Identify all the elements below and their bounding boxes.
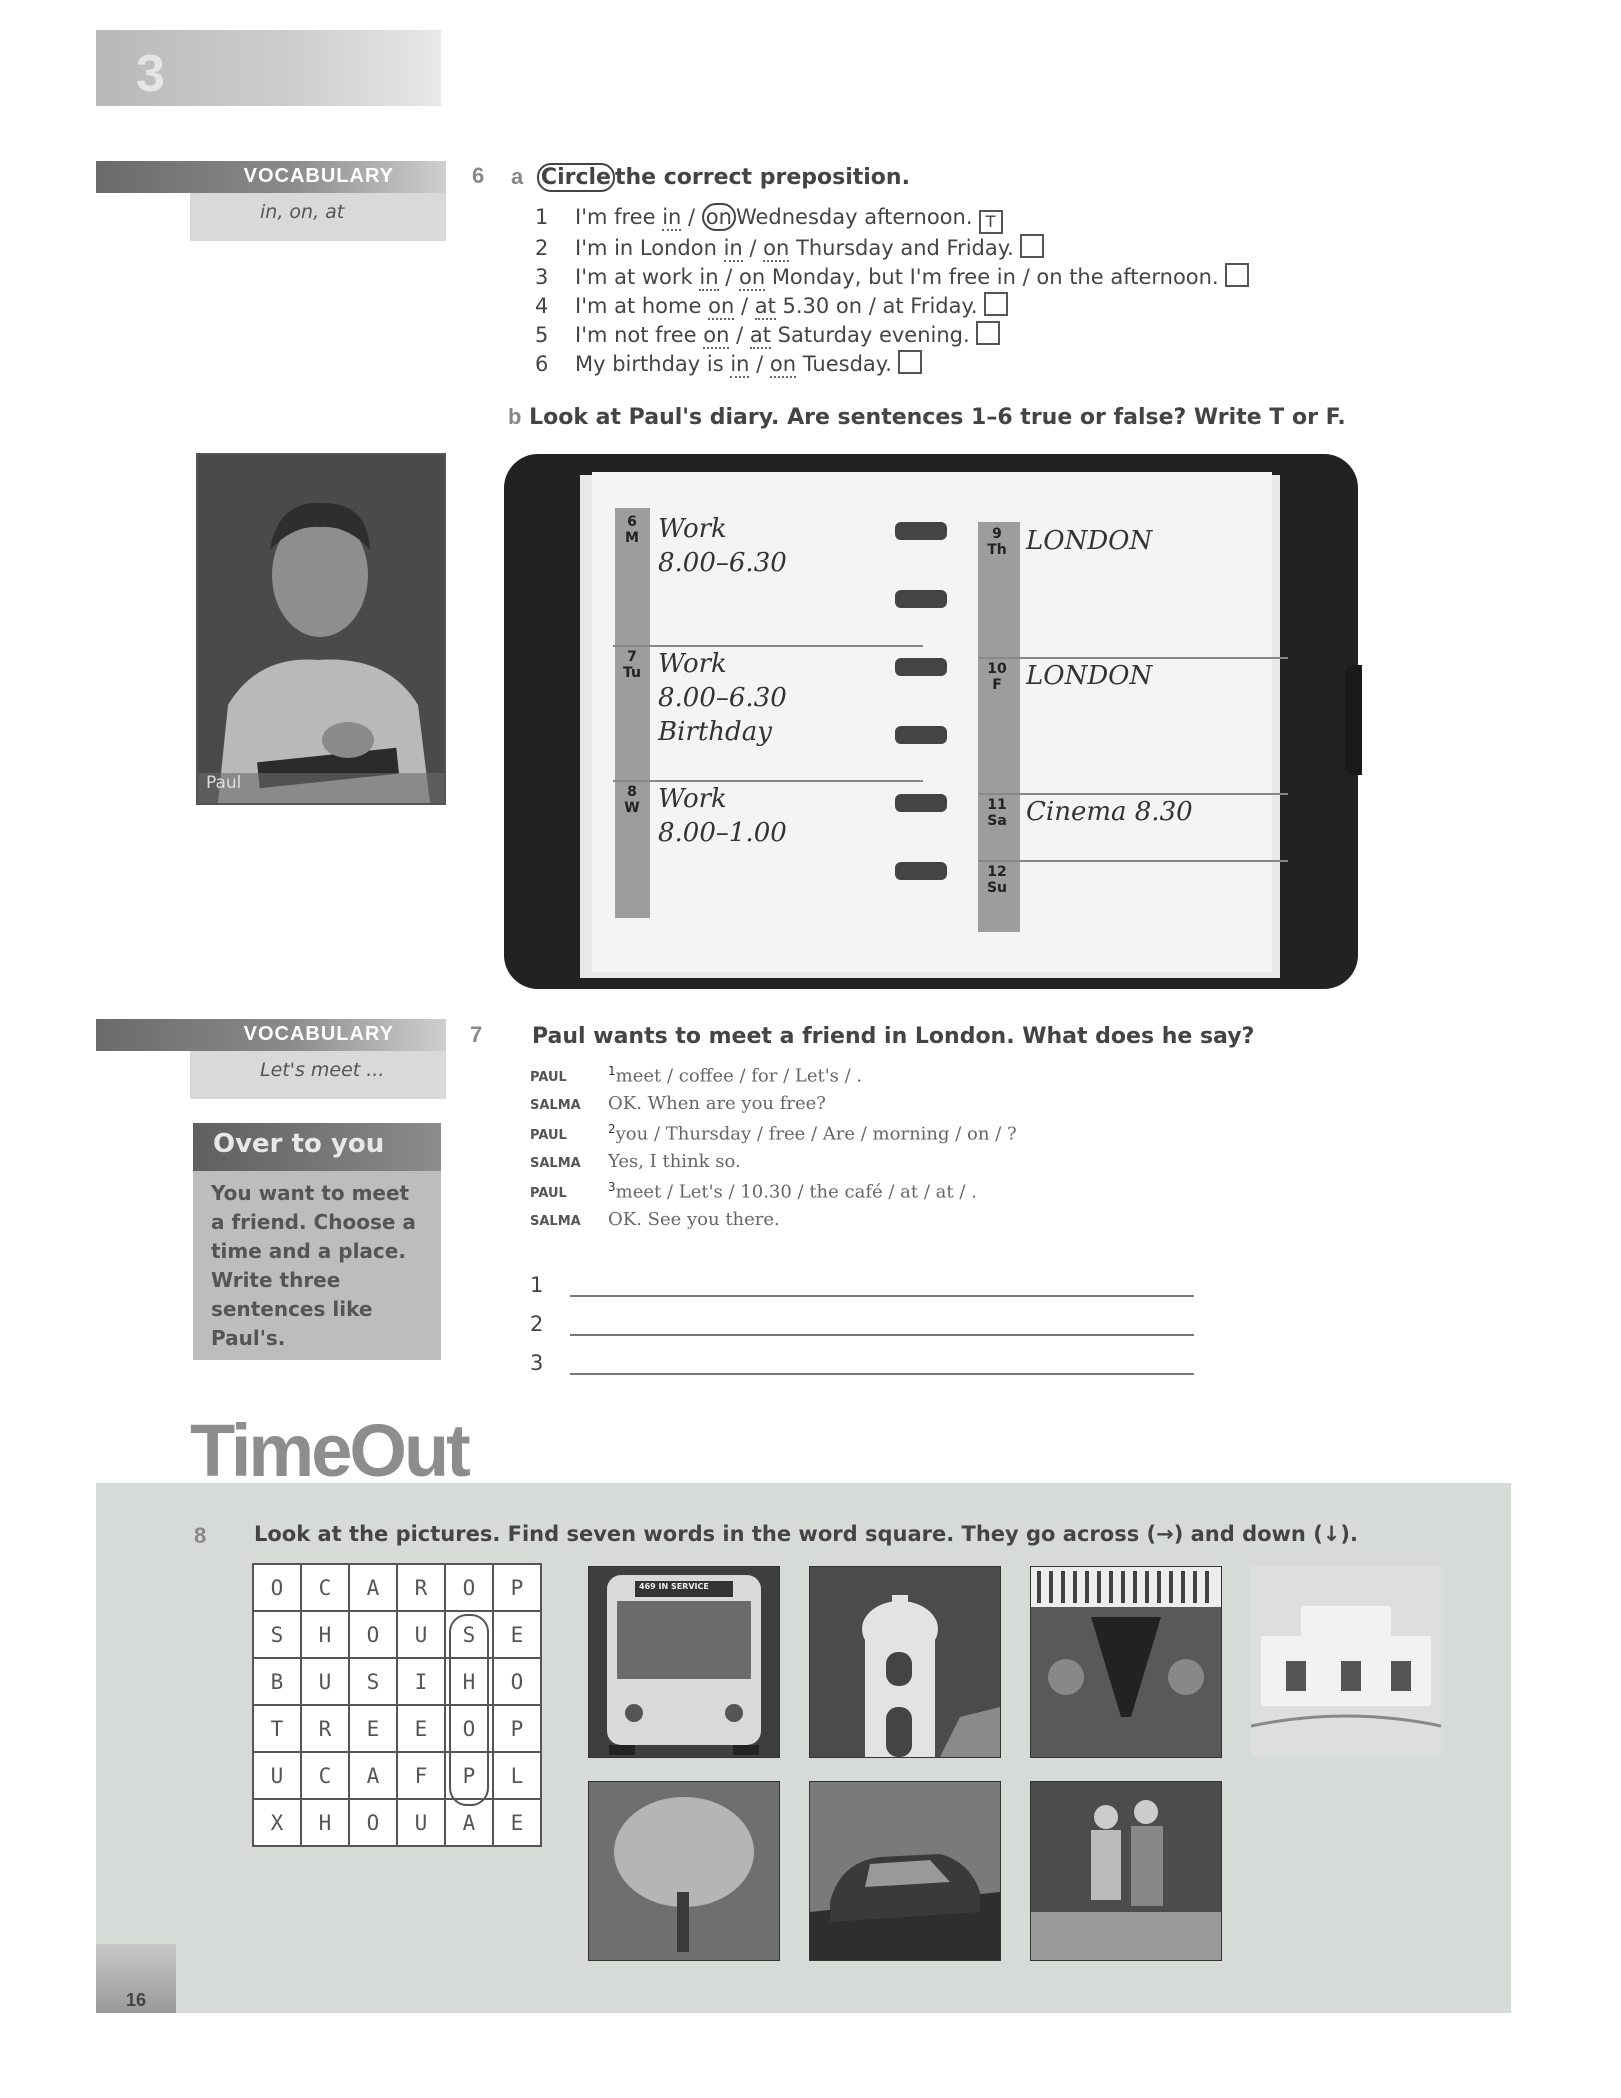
over-to-you-line: sentences like (211, 1297, 373, 1321)
answer-line-number: 3 (530, 1351, 544, 1375)
couple-illustration (1031, 1782, 1221, 1960)
word-square-cell: A (349, 1752, 397, 1799)
diary-day-name: Tu (623, 665, 641, 681)
word-square-cell: L (493, 1752, 541, 1799)
diary-entry-line: Work (658, 514, 727, 544)
diary-day-right (978, 657, 1288, 795)
word-square-row (253, 1705, 541, 1752)
option-1: on (708, 294, 735, 318)
item-number: 3 (535, 265, 549, 289)
tree-illustration (589, 1782, 779, 1960)
option-separator: / (742, 236, 764, 260)
answer-line-number: 1 (530, 1273, 544, 1297)
word-square-cell: U (397, 1799, 445, 1846)
paul-photo (196, 453, 446, 805)
exercise-6a-item (535, 350, 1249, 379)
vocabulary-subheading-2 (190, 1051, 446, 1099)
dialogue-line (530, 1093, 1017, 1122)
option-separator: / (729, 323, 750, 347)
diary-entry-line: LONDON (1026, 661, 1153, 691)
word-square-cell: E (349, 1705, 397, 1752)
answer-box[interactable] (984, 292, 1008, 316)
option-2: at (749, 323, 771, 347)
answer-box[interactable] (976, 321, 1000, 345)
word-square-cell: U (397, 1611, 445, 1658)
dialogue-text: meet / coffee / for / Let's / . (615, 1065, 863, 1087)
exercise-8-instruction: Look at the pictures. Find seven words in the word square. They go across (→) and down (↓). (254, 1522, 1358, 1546)
diary-day-name: Th (987, 542, 1007, 558)
diary-day-left (613, 780, 923, 920)
item-text-before: I'm at work (575, 265, 700, 289)
answer-line[interactable] (570, 1334, 1194, 1336)
over-to-you-heading: Over to you (193, 1123, 441, 1171)
diary-day-number: 7 (627, 649, 637, 665)
prompt-number: 1 (608, 1064, 616, 1078)
item-text-before: I'm at home (575, 294, 709, 318)
word-square-cell: S (445, 1611, 493, 1658)
diary-day-left (613, 645, 923, 782)
speaker-name: PAUL (530, 1070, 567, 1086)
cafe-illustration (1031, 1567, 1221, 1757)
answer-box[interactable] (1225, 263, 1249, 287)
dialogue-text: OK. When are you free? (608, 1093, 826, 1114)
exercise-6b-instruction-text: Look at Paul's diary. Are sentences 1–6 true or false? Write T or F. (529, 405, 1346, 430)
diary-day-right (978, 522, 1288, 659)
diary-entry-line: Work (658, 784, 727, 814)
diary-day-right (978, 860, 1288, 930)
diary-entry-line: 8.00–6.30 (658, 683, 787, 713)
over-to-you-line: a friend. Choose a (211, 1210, 416, 1234)
diary-day-number: 10 (987, 661, 1007, 677)
church-picture (809, 1566, 1001, 1758)
dialogue-line (530, 1180, 1017, 1209)
paul-illustration (198, 455, 444, 803)
dialogue-text: meet / Let's / 10.30 / the café / at / at / . (615, 1181, 977, 1203)
exercise-6a-letter: a (511, 164, 524, 189)
page-number: 16 (126, 1990, 147, 2010)
diary-entry-line: Cinema 8.30 (1026, 797, 1193, 827)
option-1: in (662, 205, 682, 229)
option-separator: / (734, 294, 755, 318)
item-text-before: I'm free (575, 205, 663, 229)
word-square-row (253, 1799, 541, 1846)
word-square-cell: R (301, 1705, 349, 1752)
item-text-after: Wednesday afternoon. (735, 205, 973, 229)
word-square-cell: C (301, 1564, 349, 1611)
exercise-6-number: 6 (472, 163, 485, 188)
couple-picture (1030, 1781, 1222, 1961)
photo-caption: Paul (206, 773, 242, 793)
prompt-number: 3 (608, 1180, 616, 1194)
bus-destination-sign: 469 IN SERVICE (639, 1582, 709, 1591)
item-number: 5 (535, 323, 549, 347)
option-2: on (769, 352, 797, 376)
word-square-cell: P (445, 1752, 493, 1799)
page-number-tab (96, 1944, 176, 2013)
exercise-6a-item (535, 321, 1249, 350)
item-text-after: Saturday evening. (770, 323, 970, 347)
exercise-6b-letter: b (508, 404, 522, 429)
house-illustration (1251, 1566, 1441, 1756)
speaker-name: SALMA (530, 1214, 581, 1229)
answer-box[interactable] (1020, 234, 1044, 258)
option-separator: / (749, 352, 770, 376)
word-square-cell: H (445, 1658, 493, 1705)
exercise-7-number: 7 (470, 1022, 483, 1047)
car-picture (809, 1781, 1001, 1961)
speaker-name: PAUL (530, 1186, 567, 1202)
word-square-row (253, 1658, 541, 1705)
item-text-after: Tuesday. (796, 352, 892, 376)
diary-day-name: Su (986, 880, 1008, 896)
dialogue-line (530, 1064, 1017, 1093)
item-text-after: 5.30 on / at Friday. (775, 294, 978, 318)
diary-day-number: 6 (627, 514, 637, 530)
word-square-cell: A (349, 1564, 397, 1611)
diary-day-name: Sa (987, 813, 1007, 829)
answer-line[interactable] (570, 1373, 1194, 1375)
word-square-cell: A (445, 1799, 493, 1846)
word-square (252, 1563, 542, 1847)
item-number: 2 (535, 236, 549, 260)
exercise-6a-item (535, 263, 1249, 292)
diary-day-left (613, 510, 923, 647)
word-square-cell: C (301, 1752, 349, 1799)
answer-line-row (530, 1258, 1194, 1297)
option-2: on (763, 236, 790, 260)
prompt-number: 2 (608, 1122, 616, 1136)
option-1: in (699, 265, 719, 289)
item-text-after: Thursday and Friday. (789, 236, 1014, 260)
tree-picture (588, 1781, 780, 1961)
word-square-cell: O (493, 1658, 541, 1705)
vocabulary-heading-2 (96, 1019, 446, 1051)
word-square-cell: O (349, 1611, 397, 1658)
word-square-cell: O (253, 1564, 301, 1611)
dialogue-line (530, 1122, 1017, 1151)
item-text-before: I'm not free (575, 323, 704, 347)
word-square-cell: O (445, 1564, 493, 1611)
word-square-cell: H (301, 1611, 349, 1658)
word-square-cell: E (397, 1705, 445, 1752)
diary-entry-line: Work (658, 649, 727, 679)
exercise-6a-instruction (511, 164, 910, 190)
diary-entry-line: LONDON (1026, 526, 1153, 556)
word-square-row (253, 1564, 541, 1611)
option-1: on (703, 323, 730, 347)
diary-day-number: 8 (627, 784, 637, 800)
answer-box[interactable]: T (979, 210, 1003, 234)
word-square-cell: I (397, 1658, 445, 1705)
diary-entry-line: 8.00–6.30 (658, 548, 787, 578)
option-1: in (730, 352, 750, 376)
church-illustration (810, 1567, 1000, 1757)
answer-box[interactable] (898, 350, 922, 374)
exercise-8-number: 8 (194, 1523, 207, 1548)
dialogue (530, 1064, 1017, 1238)
word-square-cell: F (397, 1752, 445, 1799)
item-number: 4 (535, 294, 549, 318)
timeout-title: TimeOut (190, 1409, 468, 1492)
over-to-you-line: Paul's. (211, 1326, 286, 1350)
dialogue-text: OK. See you there. (608, 1209, 780, 1230)
answer-line-number: 2 (530, 1312, 544, 1336)
word-square-cell: S (253, 1611, 301, 1658)
cafe-picture (1030, 1566, 1222, 1758)
over-to-you-line: time and a place. (211, 1239, 406, 1263)
house-picture (1251, 1566, 1441, 1756)
paul-diary (500, 450, 1362, 993)
word-square-cell: B (253, 1658, 301, 1705)
diary-day-number: 11 (987, 797, 1007, 813)
word-square-cell: S (349, 1658, 397, 1705)
item-text-before: I'm in London (575, 236, 724, 260)
word-square-cell: X (253, 1799, 301, 1846)
speaker-name: PAUL (530, 1128, 567, 1144)
diary-entry-line: 8.00–1.00 (658, 818, 787, 848)
vocabulary-subheading-2-text: Let's meet ... (260, 1059, 385, 1081)
word-square-cell: T (253, 1705, 301, 1752)
diary-day-right (978, 793, 1288, 862)
vocabulary-subheading (190, 193, 446, 241)
vocabulary-heading (96, 161, 446, 193)
word-square-cell: U (301, 1658, 349, 1705)
option-separator: / (718, 265, 739, 289)
diary-day-name: F (992, 677, 1002, 693)
item-number: 1 (535, 205, 549, 229)
diary-day-name: M (625, 530, 639, 546)
diary-day-name: W (624, 800, 640, 816)
word-square-row (253, 1752, 541, 1799)
answer-lines (530, 1258, 1194, 1375)
exercise-6a-item (535, 292, 1249, 321)
answer-line-row (530, 1297, 1194, 1336)
option-2: at (754, 294, 776, 318)
dialogue-line (530, 1209, 1017, 1238)
bus-illustration (589, 1567, 779, 1757)
word-square-cell: P (493, 1564, 541, 1611)
item-text-after: Monday, but I'm free in / on the afternoon. (765, 265, 1219, 289)
over-to-you-line: Write three (211, 1268, 341, 1292)
vocabulary-heading-text: VOCABULARY (243, 165, 394, 187)
vocabulary-heading-2-text: VOCABULARY (243, 1023, 394, 1045)
option-2: on (738, 265, 766, 289)
word-square-cell: P (493, 1705, 541, 1752)
diary-entry-line: Birthday (658, 717, 772, 747)
word-square-cell: E (493, 1799, 541, 1846)
dialogue-text: Yes, I think so. (608, 1151, 741, 1172)
bus-picture (588, 1566, 780, 1758)
exercise-6a-items (535, 205, 1249, 379)
word-square-cell: U (253, 1752, 301, 1799)
item-number: 6 (535, 352, 549, 376)
item-text-before: My birthday is (575, 352, 731, 376)
over-to-you-box (193, 1123, 441, 1360)
exercise-6a-item (535, 234, 1249, 263)
word-square-cell: O (349, 1799, 397, 1846)
word-square-cell: R (397, 1564, 445, 1611)
unit-number: 3 (136, 45, 165, 103)
found-word-outline (449, 1614, 489, 1806)
word-square-cell: H (301, 1799, 349, 1846)
car-illustration (810, 1782, 1000, 1960)
answer-line[interactable] (570, 1295, 1194, 1297)
speaker-name: SALMA (530, 1156, 581, 1171)
dialogue-line (530, 1151, 1017, 1180)
option-separator: / (681, 205, 702, 229)
option-1: in (723, 236, 743, 260)
circle-example: Circle (537, 163, 615, 192)
exercise-6b-instruction (508, 404, 1346, 430)
word-square-cell: O (445, 1705, 493, 1752)
over-to-you-body (193, 1171, 441, 1361)
over-to-you-line: You want to meet (211, 1181, 410, 1205)
vocabulary-subheading-text: in, on, at (260, 201, 345, 223)
speaker-name: SALMA (530, 1098, 581, 1113)
diary-day-number: 9 (992, 526, 1002, 542)
word-square-cell: E (493, 1611, 541, 1658)
exercise-6a-item (535, 205, 1249, 234)
dialogue-text: you / Thursday / free / Are / morning / on / ? (615, 1123, 1017, 1145)
option-2: on (702, 203, 736, 231)
exercise-6a-instruction-text: the correct preposition. (614, 165, 910, 190)
answer-line-row (530, 1336, 1194, 1375)
diary-day-number: 12 (987, 864, 1007, 880)
exercise-7-instruction: Paul wants to meet a friend in London. What does he say? (532, 1024, 1255, 1049)
word-square-row (253, 1611, 541, 1658)
